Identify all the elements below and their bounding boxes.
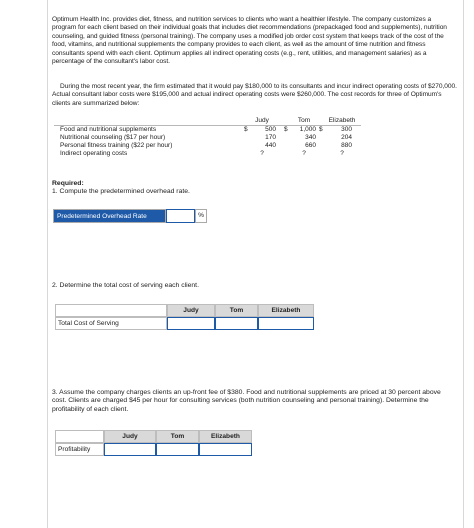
profitability-tom-input[interactable] <box>156 443 199 456</box>
cell-tom: 660 <box>305 142 316 149</box>
cell-tom: 340 <box>305 134 316 141</box>
total-cost-elizabeth-input[interactable] <box>258 317 314 330</box>
total-cost-tom-input[interactable] <box>215 317 258 330</box>
cell-judy: 440 <box>265 142 276 149</box>
right-margin-rule <box>463 0 464 528</box>
col-header-elizabeth: Elizabeth <box>258 304 314 317</box>
row-label: Personal fitness training ($22 per hour) <box>60 142 173 149</box>
cell-judy: 170 <box>265 134 276 141</box>
col-header-judy: Judy <box>255 117 269 124</box>
profitability-label: Profitability <box>55 443 104 456</box>
col-header-elizabeth: Elizabeth <box>199 430 252 443</box>
table-row <box>54 150 364 158</box>
cell-elizabeth: 300 <box>341 126 352 133</box>
row-label: Food and nutritional supplements <box>60 126 157 133</box>
estimate-paragraph: During the most recent year, the firm estimated that it would pay $180,000 to its consultants and incur indirect operating costs of $270,000. Actual consultant labor costs were $195,000 and actual indirect operating costs were $260,000. The cost records for three of Optimum's clients are summarized below: <box>52 83 457 107</box>
cell-judy: 500 <box>265 126 276 133</box>
predetermined-overhead-rate-label: Predetermined Overhead Rate <box>53 209 166 223</box>
dollar-sign: $ <box>319 126 323 133</box>
question-1-text: 1. Compute the predetermined overhead rate. <box>52 188 190 195</box>
intro-paragraph: Optimum Health Inc. provides diet, fitness, and nutrition services to clients who want a healthier lifestyle. The company customizes a program for each client based on their individual goals that includes diet recommendations (prepackaged food and supplements), nutrition counseling, and guided fitness (personal training). The company uses a modified job order cost system that keeps track of the cost of the food, vitamins, and nutritional supplements the company provides to each client, as well as the amount of time nutrition and fitness consultants spend with each client. Optimum applies all indirect operating costs (e.g., rent, utilities, and management salaries) as a percentage of the consultant's labor cost. <box>52 16 447 66</box>
profitability-judy-input[interactable] <box>104 443 156 456</box>
col-header-judy: Judy <box>167 304 215 317</box>
total-cost-label: Total Cost of Serving <box>55 317 167 330</box>
dollar-sign: $ <box>244 126 248 133</box>
col-header-judy: Judy <box>104 430 156 443</box>
cost-table-header <box>54 117 364 125</box>
question-3-text: 3. Assume the company charges clients an up-front fee of $380. Food and nutritional supplements are priced at 30 percent above cost. Clients are charged $45 per hour for consulting services (both nutrition counseling and personal training). Determine the profitability of each client. <box>52 389 441 413</box>
predetermined-overhead-rate-input[interactable] <box>166 209 195 223</box>
row-label: Nutritional counseling ($17 per hour) <box>60 134 166 141</box>
col-header-tom: Tom <box>297 117 311 124</box>
grid-corner <box>55 430 104 443</box>
left-margin-rule <box>47 0 48 528</box>
cell-judy: ? <box>260 150 264 157</box>
percent-unit: % <box>195 209 207 223</box>
col-header-tom: Tom <box>215 304 258 317</box>
grid-corner <box>55 304 167 317</box>
table-row <box>54 142 364 150</box>
row-label: Indirect operating costs <box>60 150 128 157</box>
cell-elizabeth: 880 <box>341 142 352 149</box>
table-row <box>54 126 364 134</box>
col-header-elizabeth: Elizabeth <box>328 117 356 124</box>
total-cost-judy-input[interactable] <box>167 317 215 330</box>
required-heading: Required: <box>52 180 84 187</box>
question-2-text: 2. Determine the total cost of serving each client. <box>52 282 199 289</box>
profitability-elizabeth-input[interactable] <box>199 443 252 456</box>
cell-elizabeth: 204 <box>341 134 352 141</box>
cell-elizabeth: ? <box>340 150 344 157</box>
dollar-sign: $ <box>284 126 288 133</box>
cell-tom: 1,000 <box>299 126 316 133</box>
table-row <box>54 134 364 142</box>
col-header-tom: Tom <box>156 430 199 443</box>
cell-tom: ? <box>302 150 306 157</box>
